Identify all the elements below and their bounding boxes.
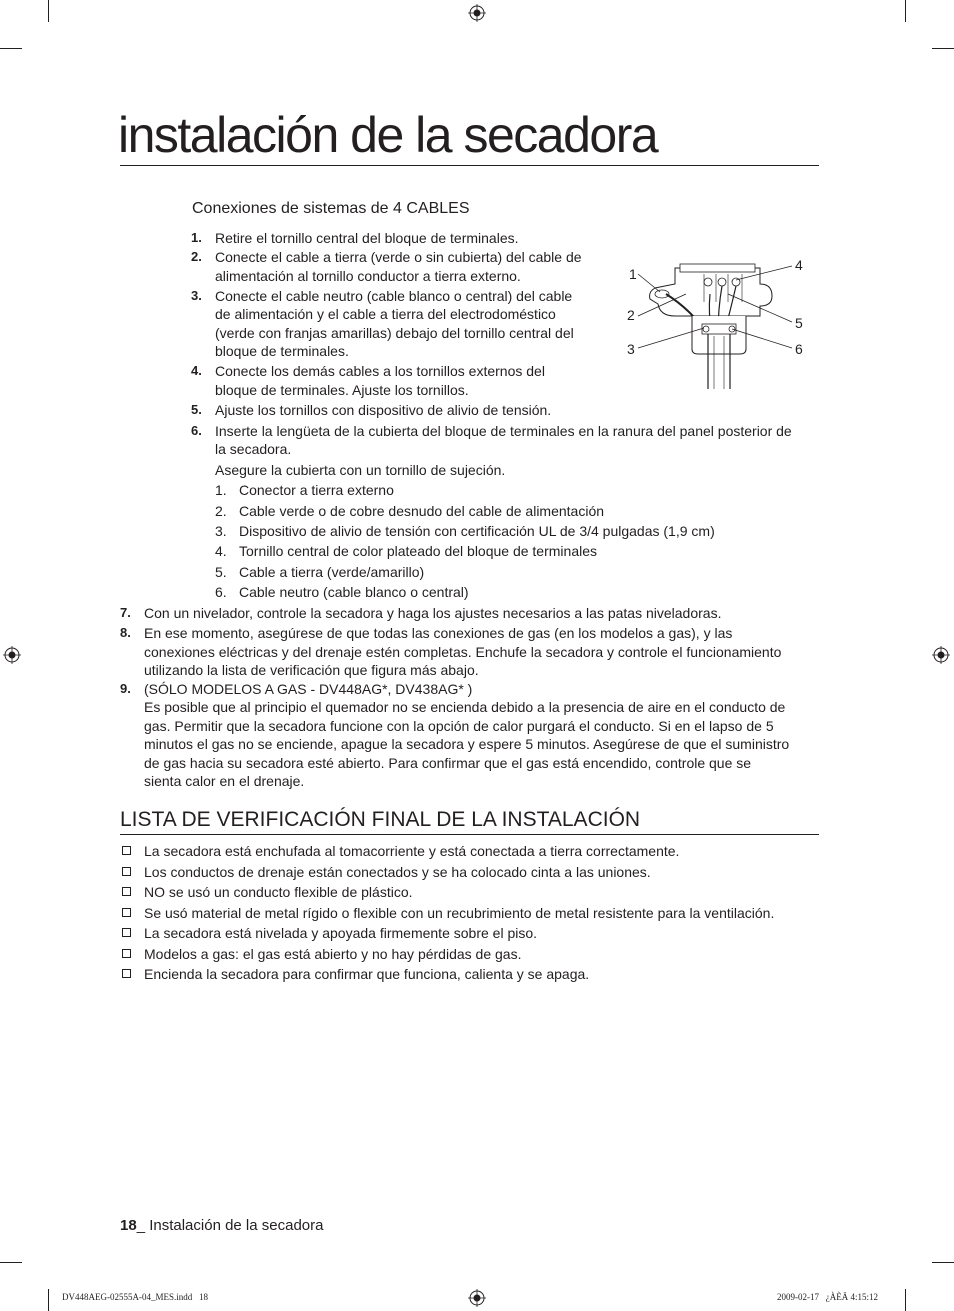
step-number: 7. <box>120 605 131 620</box>
step-text: En ese momento, asegúrese de que todas las conexiones de gas (en los modelos a gas), y las <box>144 625 733 641</box>
step-number: 3. <box>191 288 202 303</box>
diagram-label: 6 <box>795 341 803 357</box>
step-number: 2. <box>191 249 202 264</box>
legend-number: 2. <box>215 503 227 519</box>
legend-number: 4. <box>215 543 227 559</box>
terminal-block-diagram <box>620 254 820 394</box>
page-footer <box>120 1217 323 1234</box>
step-text: minutos el gas no se enciende, apague la secadora y espere 5 minutos. Asegúrese de que el suministro <box>144 736 790 752</box>
step-text: la secadora. <box>215 441 292 457</box>
legend-text: Tornillo central de color plateado del bloque de terminales <box>239 543 597 559</box>
crop-mark <box>932 48 954 49</box>
step-text: Con un nivelador, controle la secadora y haga los ajustes necesarios a las patas niveladoras. <box>144 605 722 621</box>
registration-mark-icon <box>3 646 21 664</box>
checkbox-icon[interactable] <box>122 928 131 937</box>
title-rule <box>120 165 819 166</box>
checklist-item-text: Encienda la secadora para confirmar que funciona, calienta y se apaga. <box>144 966 590 982</box>
step-text: gas. Permitir que la secadora funcione con la opción de calor purgará el conducto. Si en el lapso de 5 <box>144 718 774 734</box>
crop-mark <box>0 48 22 49</box>
checklist-item-text: NO se usó un conducto flexible de plástico. <box>144 884 413 900</box>
step-text: alimentación al tornillo conductor a tierra externo. <box>215 268 521 284</box>
subheading: Conexiones de sistemas de 4 CABLES <box>192 200 470 217</box>
checkbox-icon[interactable] <box>122 846 131 855</box>
checkbox-icon[interactable] <box>122 949 131 958</box>
step-number: 8. <box>120 625 131 640</box>
step-text: Es posible que al principio el quemador no se encienda debido a la presencia de aire en el conducto de <box>144 699 786 715</box>
page-footer-label: _ Instalación de la secadora <box>136 1217 324 1234</box>
section-rule <box>120 834 819 835</box>
diagram-label: 3 <box>627 341 635 357</box>
legend-text: Conector a tierra externo <box>239 482 394 498</box>
legend-text: Dispositivo de alivio de tensión con certificación UL de 3/4 pulgadas (1,9 cm) <box>239 523 715 539</box>
step-text: Conecte el cable a tierra (verde o sin cubierta) del cable de <box>215 249 582 265</box>
step-text: bloque de terminales. <box>215 343 349 359</box>
checklist-item-text: Se usó material de metal rígido o flexible con un recubrimiento de metal resistente para la ventilación. <box>144 905 775 921</box>
step-text: Ajuste los tornillos con dispositivo de alivio de tensión. <box>215 402 552 418</box>
crop-mark <box>48 0 49 22</box>
diagram-label: 1 <box>629 266 637 282</box>
slug-left: DV448AEG-02555A-04_MES.indd 18 <box>62 1292 208 1302</box>
checkbox-icon[interactable] <box>122 867 131 876</box>
step-number: 1. <box>191 230 202 245</box>
checkbox-icon[interactable] <box>122 908 131 917</box>
registration-mark-icon <box>468 1289 486 1307</box>
page-title: instalación de la secadora <box>118 107 658 163</box>
crop-mark <box>932 1262 954 1263</box>
legend-number: 1. <box>215 482 227 498</box>
step-text: Conecte los demás cables a los tornillos externos del <box>215 363 545 379</box>
step-text: utilizando la lista de verificación que figura más abajo. <box>144 662 479 678</box>
diagram-label: 5 <box>795 315 803 331</box>
checklist-item-text: La secadora está enchufada al tomacorriente y está conectada a tierra correctamente. <box>144 843 680 859</box>
legend-text: Cable neutro (cable blanco o central) <box>239 584 469 600</box>
checklist-heading: LISTA DE VERIFICACIÓN FINAL DE LA INSTALACIÓN <box>120 808 641 831</box>
checklist-item-text: Modelos a gas: el gas está abierto y no hay pérdidas de gas. <box>144 946 522 962</box>
step-text: Retire el tornillo central del bloque de terminales. <box>215 230 519 246</box>
legend-number: 5. <box>215 564 227 580</box>
step-text: conexiones eléctricas y del drenaje estén completas. Enchufe la secadora y controle el funcionamiento <box>144 644 782 660</box>
checkbox-icon[interactable] <box>122 969 131 978</box>
diagram-label: 2 <box>627 307 635 323</box>
crop-mark <box>48 1289 49 1311</box>
diagram-label: 4 <box>795 257 803 273</box>
legend-text: Cable verde o de cobre desnudo del cable de alimentación <box>239 503 605 519</box>
crop-mark <box>905 0 906 22</box>
registration-mark-icon <box>932 646 950 664</box>
step-text: sienta calor en el drenaje. <box>144 773 305 789</box>
step-text: Inserte la lengüeta de la cubierta del bloque de terminales en la ranura del panel posterior de <box>215 423 792 439</box>
step-text: (SÓLO MODELOS A GAS - DV448AG*, DV438AG* ) <box>144 681 473 697</box>
checkbox-icon[interactable] <box>122 887 131 896</box>
step-text: de alimentación y el cable a tierra del electrodoméstico <box>215 306 556 322</box>
legend-text: Cable a tierra (verde/amarillo) <box>239 564 425 580</box>
step-text: Asegure la cubierta con un tornillo de sujeción. <box>215 462 506 478</box>
step-text: Conecte el cable neutro (cable blanco o central) del cable <box>215 288 573 304</box>
legend-number: 6. <box>215 584 227 600</box>
crop-mark <box>0 1262 22 1263</box>
registration-mark-icon <box>468 4 486 22</box>
step-number: 4. <box>191 363 202 378</box>
step-number: 6. <box>191 423 202 438</box>
step-text: de gas hacia su secadora esté abierto. Para confirmar que el gas está encendido, controle que se <box>144 755 752 771</box>
page-number: 18 <box>120 1217 137 1234</box>
step-number: 5. <box>191 402 202 417</box>
step-text: (verde con franjas amarillas) debajo del tornillo central del <box>215 325 574 341</box>
checklist-item-text: Los conductos de drenaje están conectados y se ha colocado cinta a las uniones. <box>144 864 651 880</box>
slug-right: 2009-02-17 ¿ÀÈÄ 4:15:12 <box>777 1292 878 1302</box>
step-text: bloque de terminales. Ajuste los tornillos. <box>215 382 469 398</box>
step-number: 9. <box>120 681 131 696</box>
crop-mark <box>905 1289 906 1311</box>
legend-number: 3. <box>215 523 227 539</box>
checklist-item-text: La secadora está nivelada y apoyada firmemente sobre el piso. <box>144 925 538 941</box>
